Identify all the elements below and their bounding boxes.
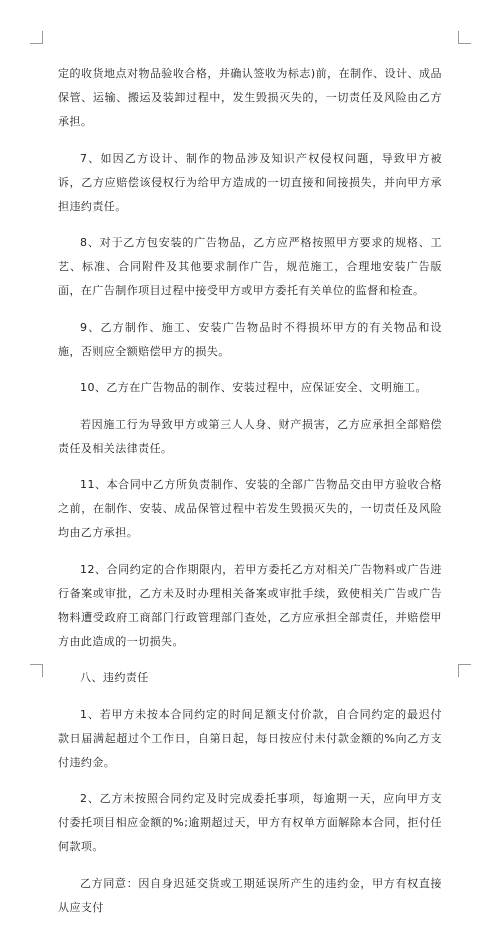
paragraph-breach-2: 2、乙方未按照合同约定及时完成委托事项，每逾期一天，应向甲方支付委托项目相应金额的%;逾期超过天，甲方有权单方面解除本合同，拒付任何款项。 <box>58 792 442 853</box>
crop-mark-top-right <box>458 31 471 44</box>
paragraph-clause-9: 9、乙方制作、施工、安装广告物品时不得损坏甲方的有关物品和设施，否则应全额赔偿甲方的损失。 <box>58 320 442 358</box>
crop-mark-bottom-left <box>30 664 43 677</box>
document-body <box>58 62 442 932</box>
paragraph-breach-3: 乙方同意：因自身迟延交货或工期延误所产生的违约金，甲方有权直接从应支付 <box>58 876 442 914</box>
paragraph-clause-10: 10、乙方在广告物品的制作、安装过程中，应保证安全、文明施工。 <box>80 381 427 394</box>
paragraph-clause-8: 8、对于乙方包安装的广告物品，乙方应严格按照甲方要求的规格、工艺、标准、合同附件及其他要求制作广告，规范施工，合理地安装广告版面，在广告制作项目过程中接受甲方或甲方委托有关单位的监督和检查。 <box>58 236 442 297</box>
section-heading-breach: 八、违约责任 <box>80 671 149 684</box>
paragraph-clause-10-detail: 若因施工行为导致甲方或第三人人身、财产损害，乙方应承担全部赔偿责任及相关法律责任。 <box>58 417 442 455</box>
paragraph-clause-7: 7、如因乙方设计、制作的物品涉及知识产权侵权问题，导致甲方被诉，乙方应赔偿该侵权行为给甲方造成的一切直接和间接损失，并向甲方承担违约责任。 <box>58 151 442 213</box>
paragraph-clause-12: 12、合同约定的合作期限内，若甲方委托乙方对相关广告物料或广告进行备案或审批，乙方未及时办理相关备案或审批手续，致使相关广告或广告物料遭受政府工商部门行政管理部门查处，乙方应承担全部责任，并赔偿甲方由此造成的一切损失。 <box>58 562 442 648</box>
paragraph-continuation: 定的收货地点对物品验收合格，并确认签收为标志)前，在制作、设计、成品保管、运输、搬运及装卸过程中，发生毁损灭失的，一切责任及风险由乙方承担。 <box>58 67 442 128</box>
paragraph-breach-1: 1、若甲方未按本合同约定的时间足额支付价款，自合同约定的最迟付款日届满起超过个工作日，自第日起，每日按应付未付款金额的%向乙方支付违约金。 <box>58 707 442 769</box>
crop-mark-bottom-right <box>458 664 471 677</box>
paragraph-clause-11: 11、本合同中乙方所负责制作、安装的全部广告物品交由甲方验收合格之前，在制作、安装、成品保管过程中若发生毁损灭失的，一切责任及风险均由乙方承担。 <box>58 478 442 539</box>
crop-mark-top-left <box>30 31 43 44</box>
